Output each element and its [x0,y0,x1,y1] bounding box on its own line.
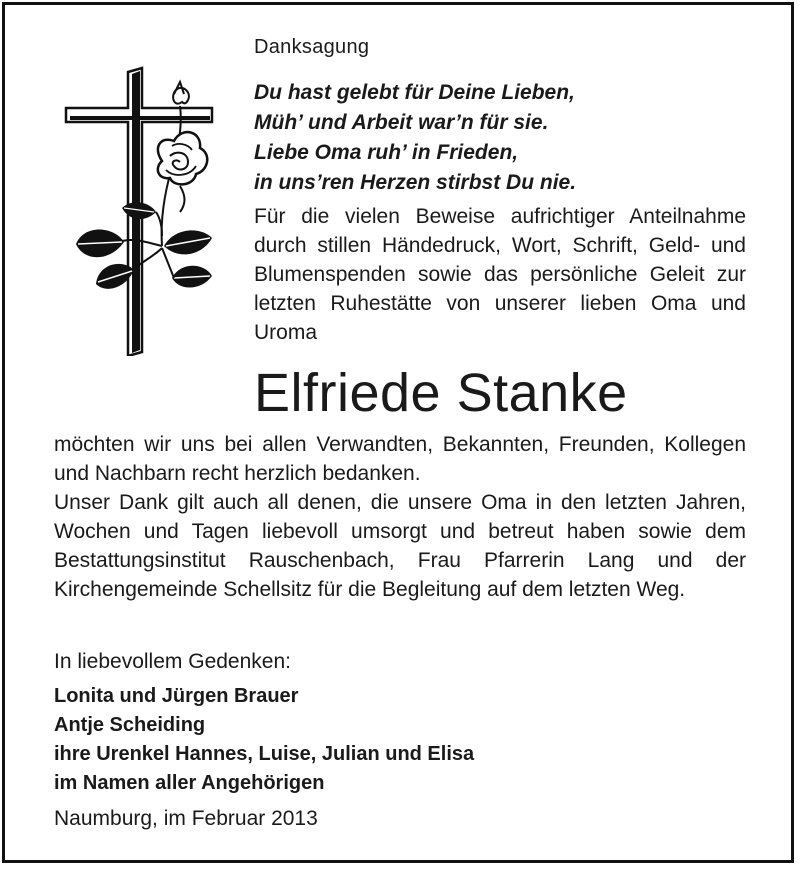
notice-heading: Danksagung [254,36,370,58]
thanks-text [54,430,746,604]
signer: ihre Urenkel Hannes, Luise, Julian und Elisa [54,743,475,765]
poem-line: Müh’ und Arbeit war’n für sie. [254,111,549,134]
poem-line: in uns’ren Herzen stirbst Du nie. [254,171,577,194]
signers-list [54,682,474,798]
signer: Antje Scheiding [54,714,206,736]
closing-line: In liebevollem Gedenken: [54,650,291,673]
signer: Lonita und Jürgen Brauer [54,685,299,707]
signer: im Namen aller Angehörigen [54,772,325,794]
poem-line: Du hast gelebt für Deine Lieben, [254,81,575,104]
thanks-paragraph: möchten wir uns bei allen Verwandten, Bekannten, Freunden, Kollegen und Nachbarn recht herzlich bedanken. [54,433,746,485]
poem [254,78,576,198]
poem-line: Liebe Oma ruh’ in Frieden, [254,141,519,164]
intro-paragraph: Für die vielen Beweise aufrichtiger Anteilnahme durch stillen Händedruck, Wort, Schrift, Geld- und Blumenspenden sowie das persönliche Geleit zur letzten Ruhestätte von unserer lieben Oma und Uroma [254,205,746,344]
cross-with-rose-icon [62,66,222,356]
deceased-name: Elfriede Stanke [254,363,628,423]
place-date: Naumburg, im Februar 2013 [54,807,318,830]
thanks-more-paragraph: Unser Dank gilt auch all denen, die unsere Oma in den letzten Jahren, Wochen und Tagen liebevoll umsorgt und betreut haben sowie dem Bestattungsinstitut Rauschenbach, Frau Pfarrerin Lang und der Kirchengemeinde Schellsitz für die Begleitung auf dem letzten Weg. [54,491,746,601]
